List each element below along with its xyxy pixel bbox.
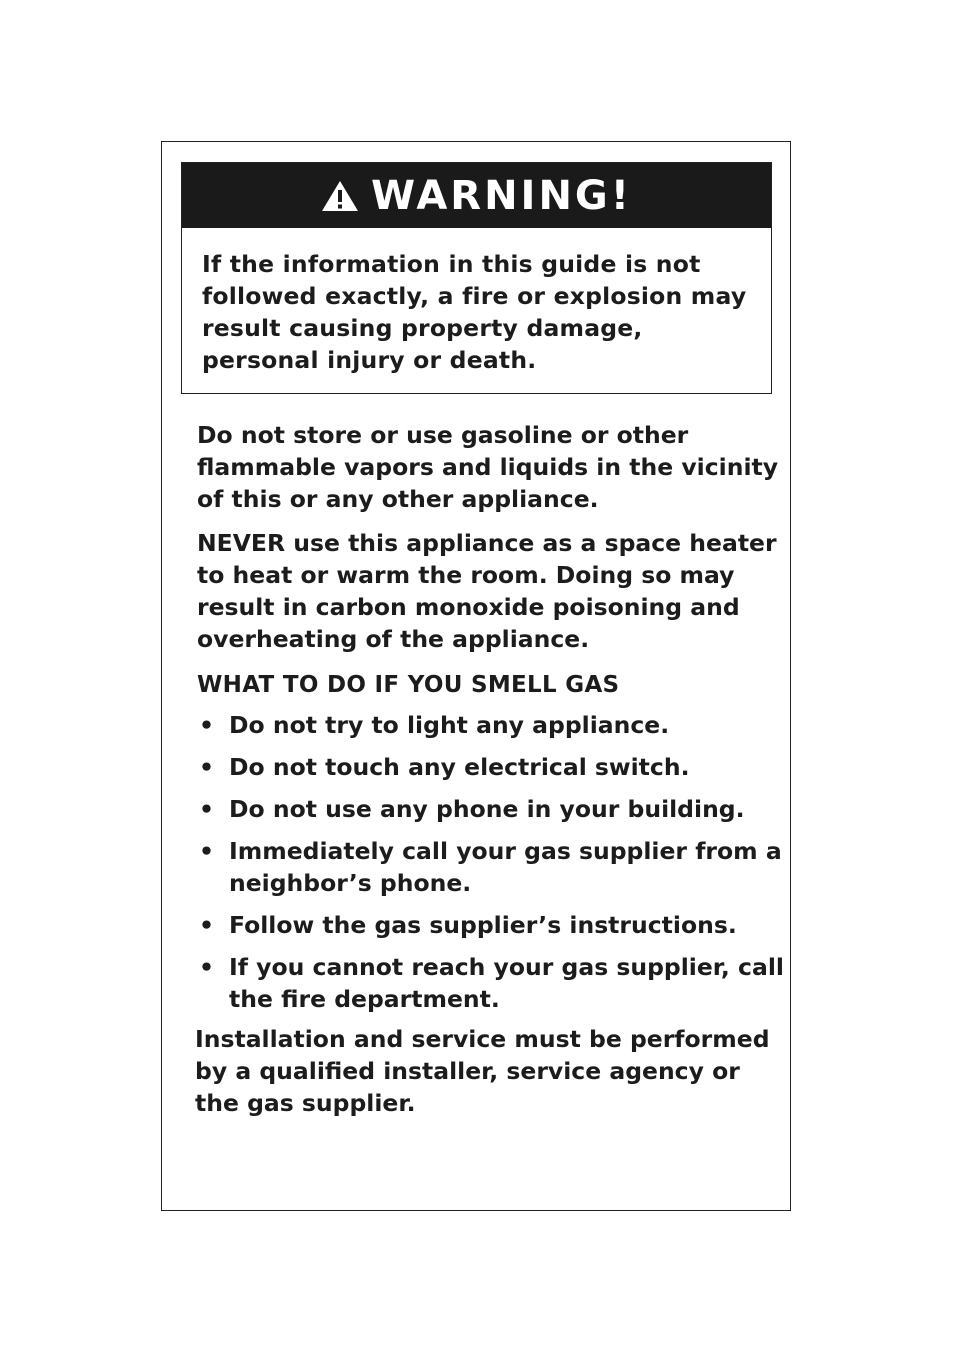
list-item: [197, 793, 787, 825]
warning-box: [181, 162, 772, 394]
bullet-icon: •: [199, 753, 215, 781]
gasoline-paragraph: Do not store or use gasoline or other flammable vapors and liquids in the vicinity of this or any other appliance.: [197, 421, 779, 513]
list-item-text: If you cannot reach your gas supplier, call the fire department.: [229, 953, 784, 1013]
gas-instructions-list: [197, 709, 787, 1015]
list-item: [197, 751, 787, 783]
list-item-text: Do not try to light any appliance.: [229, 711, 670, 739]
list-item: [197, 951, 787, 1015]
bullet-icon: •: [199, 837, 215, 865]
list-item-text: Immediately call your gas supplier from a neighbor’s phone.: [229, 837, 782, 897]
bullet-icon: •: [199, 711, 215, 739]
bullet-icon: •: [199, 795, 215, 823]
list-item: [197, 709, 787, 741]
list-item-text: Follow the gas supplier’s instructions.: [229, 911, 737, 939]
list-item-text: Do not touch any electrical switch.: [229, 753, 690, 781]
list-item: [197, 835, 787, 899]
gas-section-heading: WHAT TO DO IF YOU SMELL GAS: [197, 672, 620, 698]
warning-title: WARNING!: [371, 172, 632, 219]
bullet-icon: •: [199, 953, 215, 981]
warning-triangle-icon: [321, 179, 359, 213]
list-item: [197, 909, 787, 941]
installation-paragraph: Installation and service must be performed by a qualified installer, service agency or the gas supplier.: [195, 1025, 770, 1117]
list-item-text: Do not use any phone in your building.: [229, 795, 745, 823]
bullet-icon: •: [199, 911, 215, 939]
warning-text: If the information in this guide is not followed exactly, a fire or explosion may result causing property damage, personal injury or death.: [202, 250, 747, 374]
warning-panel: [161, 141, 791, 1211]
warning-header: [182, 163, 771, 228]
space-heater-paragraph: NEVER use this appliance as a space heater to heat or warm the room. Doing so may result in carbon monoxide poisoning and overheating of the appliance.: [197, 529, 777, 653]
safety-content: [197, 419, 787, 1119]
